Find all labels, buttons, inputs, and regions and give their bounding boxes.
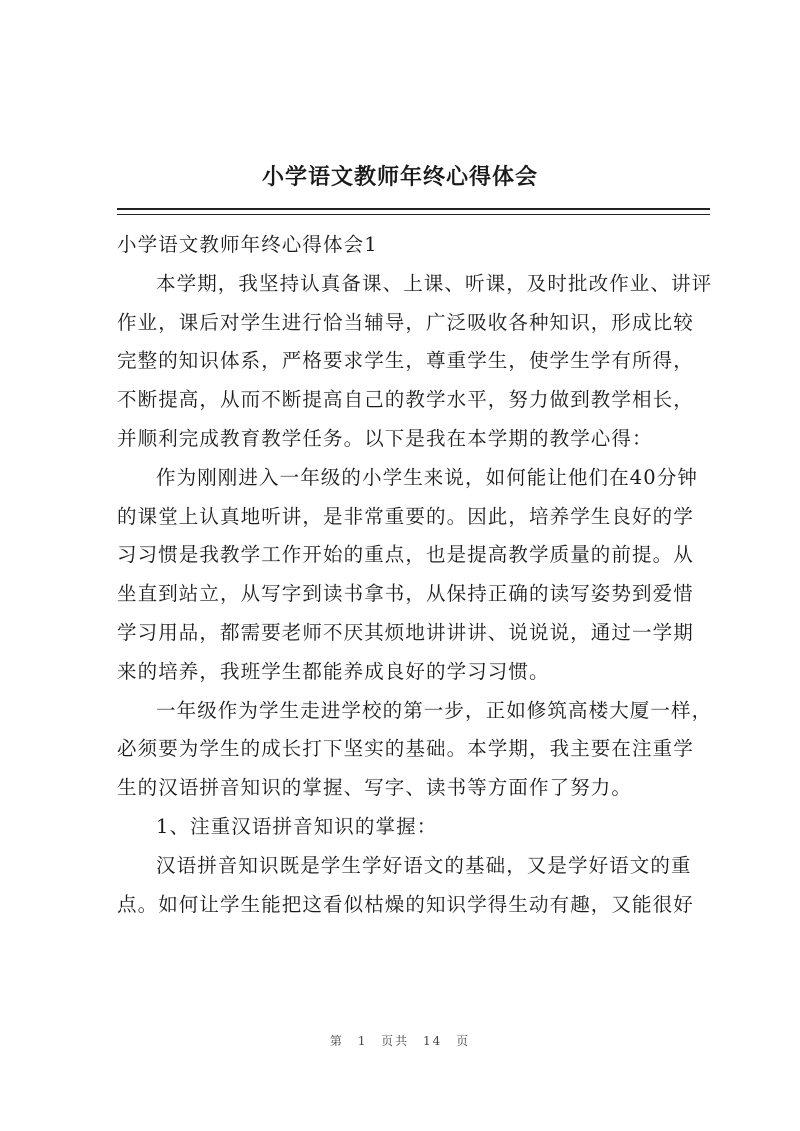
title-divider-thin	[117, 214, 710, 215]
paragraph: 本学期，我坚持认真备课、上课、听课，及时批改作业、讲评作业，课后对学生进行恰当辅导，广泛吸收各种知识，形成比较完整的知识体系，严格要求学生，尊重学生，使学生学有所得，不断提高，从而不断提高自己的教学水平，努力做到教学相长，并顺利完成教育教学任务。以下是我在本学期的教学心得：	[117, 271, 713, 450]
title-divider	[117, 208, 710, 210]
page-label-mid: 页共	[381, 1034, 410, 1048]
page-label-suffix: 页	[456, 1034, 471, 1048]
page-footer	[0, 1032, 800, 1049]
document-body	[117, 226, 713, 924]
page-label-prefix: 第	[329, 1034, 344, 1048]
page-title: 小学语文教师年终心得体会	[261, 164, 538, 190]
list-item-heading: 1、注重汉语拼音知识的掌握：	[156, 814, 438, 838]
paragraph: 一年级作为学生走进学校的第一步，正如修筑高楼大厦一样，必须要为学生的成长打下坚实的基础。本学期，我主要在注重学生的汉语拼音知识的掌握、写字、读书等方面作了努力。	[117, 698, 713, 800]
section-heading: 小学语文教师年终心得体会1	[117, 233, 378, 256]
total-pages-number: 14	[423, 1034, 443, 1048]
paragraph: 汉语拼音知识既是学生学好语文的基础，又是学好语文的重点。如何让学生能把这看似枯燥的知识学得生动有趣，又能很好	[117, 853, 694, 916]
paragraph: 作为刚刚进入一年级的小学生来说，如何能让他们在40分钟的课堂上认真地听讲，是非常重要的。因此，培养学生良好的学习习惯是我教学工作开始的重点，也是提高教学质量的前提。从坐直到站立，从写字到读书拿书，从保持正确的读写姿势到爱惜学习用品，都需要老师不厌其烦地讲讲讲、说说说，通过一学期来的培养，我班学生都能养成良好的学习习惯。	[117, 465, 699, 683]
current-page-number: 1	[357, 1034, 368, 1048]
